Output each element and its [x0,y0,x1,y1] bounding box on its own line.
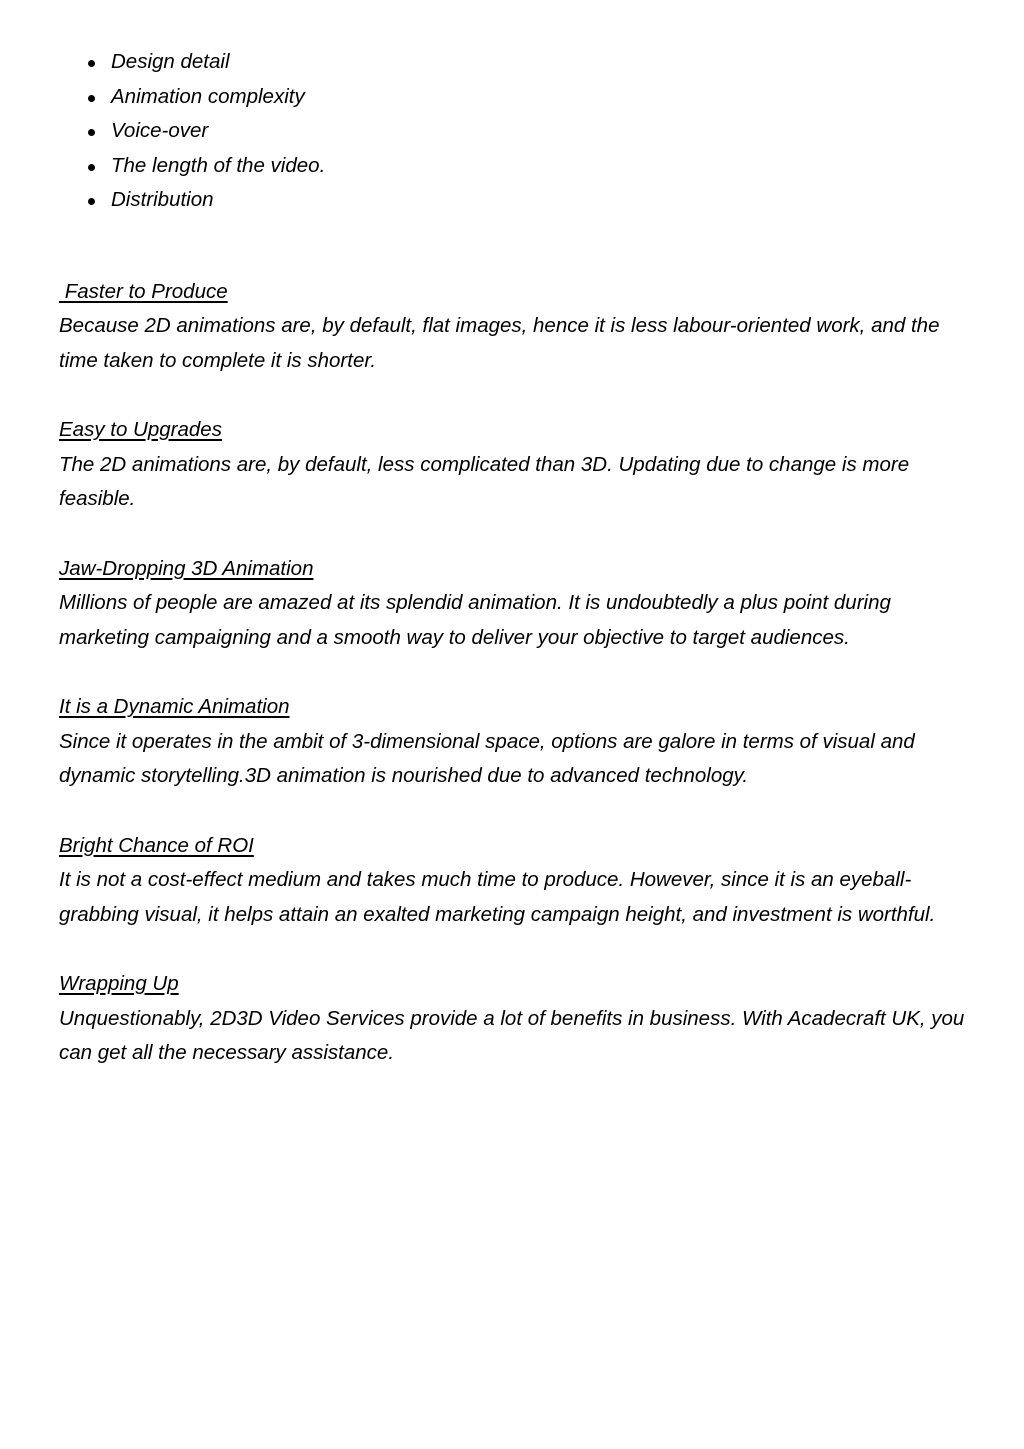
bullet-icon [88,60,95,67]
section-dynamic-animation [59,690,974,794]
list-item-text: Voice-over [111,119,209,142]
document-page [59,45,974,1071]
factor-list [59,45,974,218]
section-easy-to-upgrades [59,413,974,517]
bullet-icon [88,198,95,205]
section-body: It is not a cost-effect medium and takes much time to produce. However, since it is an eyeball-grabbing visual, it helps attain an exalted marketing campaign height, and investment is worthful. [59,868,936,926]
section-faster-to-produce [59,275,974,379]
section-heading: Bright Chance of ROI [59,833,254,857]
section-heading: Jaw-Dropping 3D Animation [59,556,314,580]
list-item-text: Animation complexity [111,84,305,108]
section-bright-chance-roi [59,829,974,933]
section-body: Since it operates in the ambit of 3-dimensional space, options are galore in terms of visual and dynamic storytelling.3D animation is nourished due to advanced technology. [59,729,915,787]
bullet-icon [88,164,95,171]
section-heading: Wrapping Up [59,972,179,995]
section-body: Millions of people are amazed at its splendid animation. It is undoubtedly a plus point during marketing campaigning and a smooth way to deliver your objective to target audiences. [59,591,891,649]
list-item [59,80,974,115]
section-body: The 2D animations are, by default, less complicated than 3D. Updating due to change is more feasible. [59,452,910,510]
list-item-text: Design detail [111,50,230,73]
section-body: Because 2D animations are, by default, flat images, hence it is less labour-oriented work, and the time taken to complete it is shorter. [59,314,940,372]
bullet-icon [88,95,95,102]
section-jaw-dropping-3d [59,552,974,656]
list-item [59,45,974,80]
list-item [59,183,974,218]
section-heading: Easy to Upgrades [59,418,222,441]
bullet-icon [88,129,95,136]
list-item [59,114,974,149]
section-body: Unquestionably, 2D3D Video Services provide a lot of benefits in business. With Acadecraft UK, you can get all the necessary assistance. [59,1006,965,1064]
list-item-text: The length of the video. [111,153,326,177]
section-heading: It is a Dynamic Animation [59,695,290,718]
section-heading: Faster to Produce [59,279,228,303]
list-item-text: Distribution [111,188,214,211]
section-wrapping-up [59,967,974,1071]
list-item [59,149,974,184]
